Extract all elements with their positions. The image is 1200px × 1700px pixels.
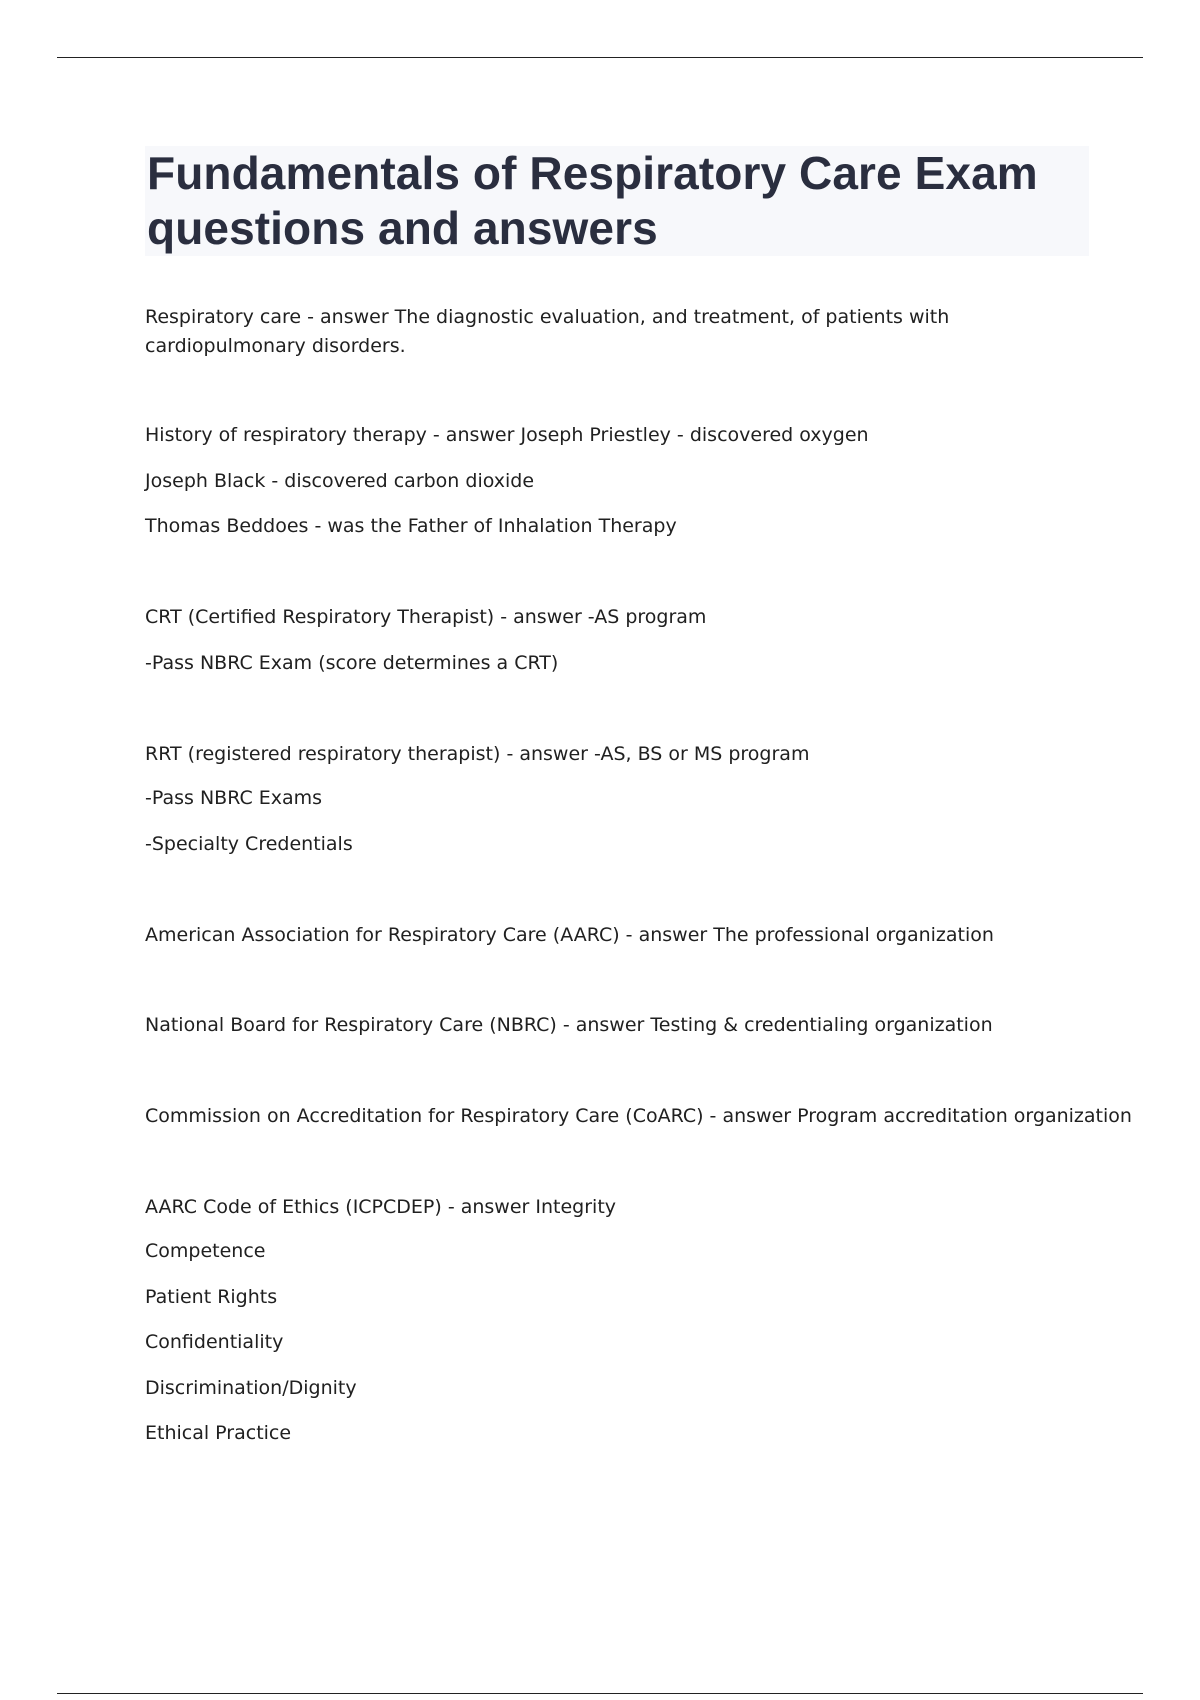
entry-ethics-line: Ethical Practice <box>145 1422 292 1444</box>
entry-ethics-line: Confidentiality <box>145 1331 284 1353</box>
document-title: Fundamentals of Respiratory Care Exam questions and answers <box>147 147 1038 254</box>
page-bottom-rule <box>57 1693 1143 1694</box>
entry-code-of-ethics: AARC Code of Ethics (ICPCDEP) - answer Integrity <box>145 1196 617 1218</box>
entry-ethics-line: Competence <box>145 1240 266 1262</box>
page-top-rule <box>57 57 1143 58</box>
entry-ethics-line: Patient Rights <box>145 1286 278 1308</box>
entry-nbrc: National Board for Respiratory Care (NBRC) - answer Testing & credentialing organization <box>145 1014 993 1036</box>
entry-coarc: Commission on Accreditation for Respiratory Care (CoARC) - answer Program accreditation organization <box>145 1105 1132 1127</box>
entry-rrt-line: -Specialty Credentials <box>145 833 353 855</box>
entry-ethics-line: Discrimination/Dignity <box>145 1377 357 1399</box>
entry-respiratory-care: Respiratory care - answer The diagnostic evaluation, and treatment, of patients with cardiopulmonary disorders. <box>145 306 950 357</box>
entry-crt-line: -Pass NBRC Exam (score determines a CRT) <box>145 652 559 674</box>
entry-rrt-line: -Pass NBRC Exams <box>145 787 323 809</box>
entry-history-line: Joseph Black - discovered carbon dioxide <box>145 470 535 492</box>
entry-crt: CRT (Certified Respiratory Therapist) - answer -AS program <box>145 606 707 628</box>
entry-history: History of respiratory therapy - answer Joseph Priestley - discovered oxygen <box>145 424 869 446</box>
entry-aarc: American Association for Respiratory Care (AARC) - answer The professional organization <box>145 924 994 946</box>
entry-history-line: Thomas Beddoes - was the Father of Inhalation Therapy <box>145 515 677 537</box>
entry-rrt: RRT (registered respiratory therapist) - answer -AS, BS or MS program <box>145 743 810 765</box>
